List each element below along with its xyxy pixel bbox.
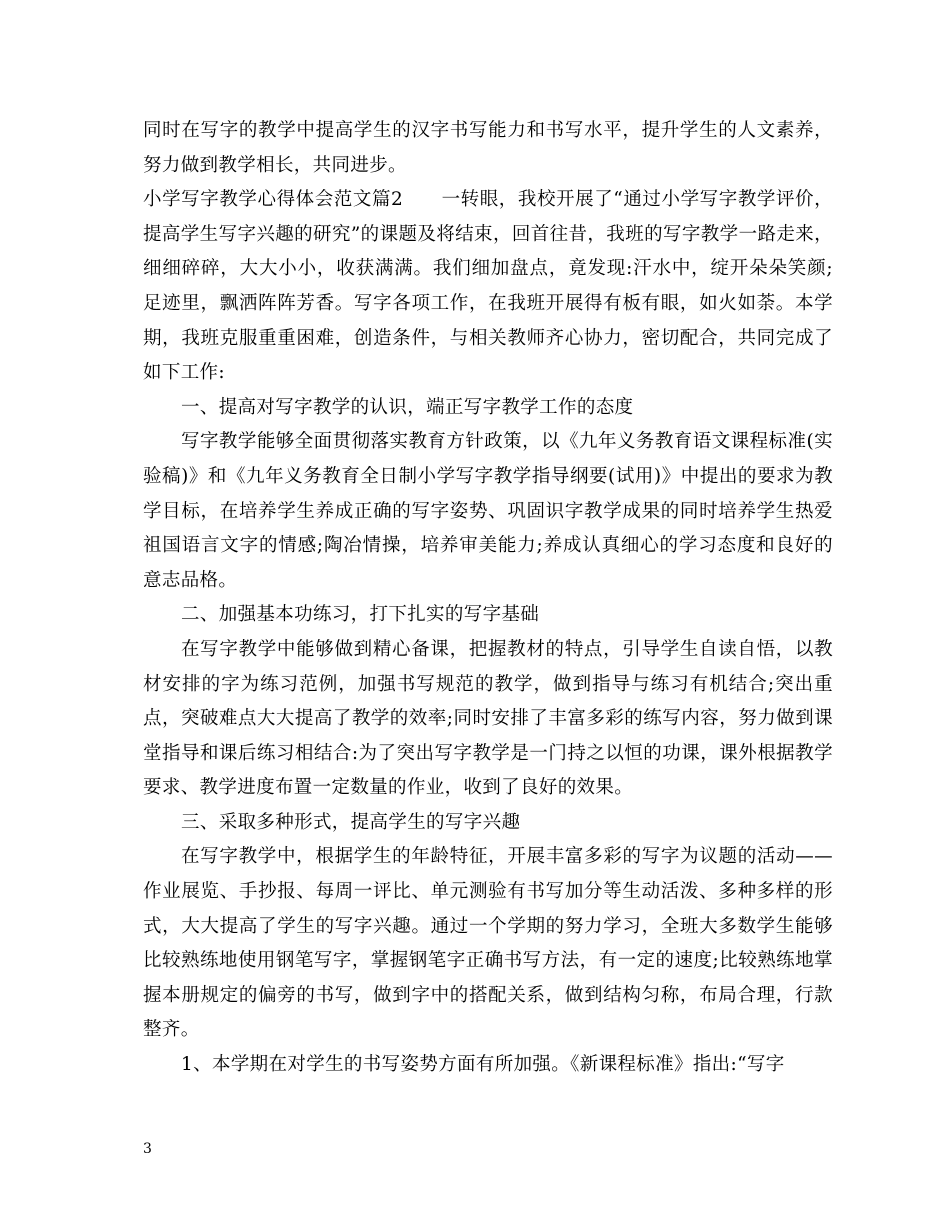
paragraph-5: 在写字教学中，根据学生的年龄特征，开展丰富多彩的写字为议题的活动——作业展览、手抄报、每周一评比、单元测验有书写加分等生动活泼、多种多样的形式，大大提高了学生的写字兴趣。通过一个学期的努力学习，全班大多数学生能够比较熟练地使用钢笔写字，掌握钢笔字正确书写方法，有一定的速度;比较熟练地掌握本册规定的偏旁的书写，做到字中的搭配关系，做到结构匀称，布局合理，行款整齐。	[143, 846, 833, 1041]
paragraph-1: 同时在写字的教学中提高学生的汉字书写能力和书写水平，提升学生的人文素养，努力做到教学相长，共同进步。	[143, 120, 833, 176]
section-heading-1: 一、提高对写字教学的认识，端正写字教学工作的态度	[181, 396, 634, 418]
paragraph-3: 写字教学能够全面贯彻落实教育方针政策，以《九年义务教育语文课程标准(实验稿)》和《九年义务教育全日制小学写字教学指导纲要(试用)》中提出的要求为教学目标，在培养学生养成正确的写字姿势、巩固识字教学成果的同时培养学生热爱祖国语言文字的情感;陶冶情操，培养审美能力;养成认真细心的学习态度和良好的意志品格。	[143, 431, 833, 591]
paragraph-2: 小学写字教学心得体会范文篇2 一转眼，我校开展了“通过小学写字教学评价，提高学生写字兴趣的研究”的课题及将结束，回首往昔，我班的写字教学一路走来，细细碎碎，大大小小，收获满满。我们细加盘点，竟发现:汗水中，绽开朵朵笑颜;足迹里，飘洒阵阵芳香。写字各项工作，在我班开展得有板有眼，如火如荼。本学期，我班克服重重困难，创造条件，与相关教师齐心协力，密切配合，共同完成了如下工作:	[143, 189, 833, 384]
section-heading-2: 二、加强基本功练习，打下扎实的写字基础	[181, 604, 540, 626]
document-body	[143, 114, 833, 1083]
paragraph-6: 1、本学期在对学生的书写姿势方面有所加强。《新课程标准》指出:“写字	[181, 1054, 785, 1076]
paragraph-4: 在写字教学中能够做到精心备课，把握教材的特点，引导学生自读自悟，以教材安排的字为练习范例，加强书写规范的教学，做到指导与练习有机结合;突出重点，突破难点大大提高了教学的效率;同时安排了丰富多彩的练写内容，努力做到课堂指导和课后练习相结合:为了突出写字教学是一门持之以恒的功课，课外根据教学要求、教学进度布置一定数量的作业，收到了良好的效果。	[143, 638, 833, 799]
page-number: 3	[143, 1141, 152, 1157]
section-heading-3: 三、采取多种形式，提高学生的写字兴趣	[181, 811, 521, 833]
